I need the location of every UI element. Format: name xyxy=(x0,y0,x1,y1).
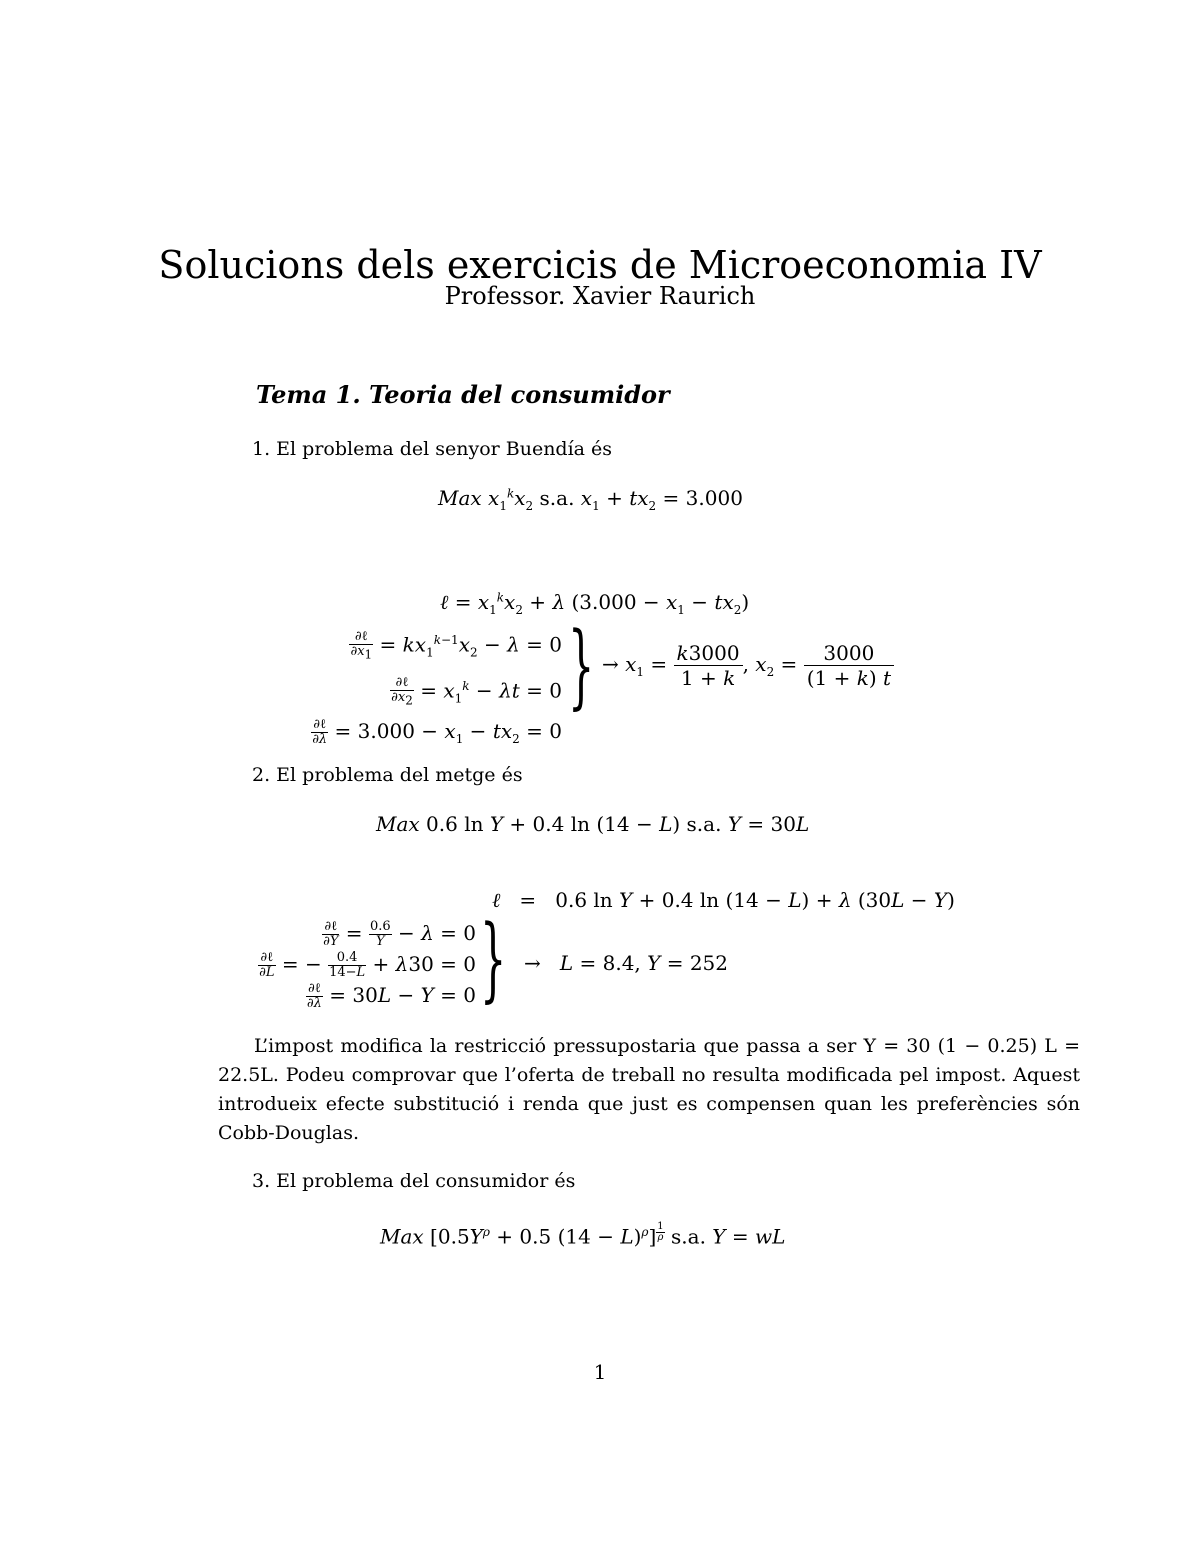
L-value: 8.4 xyxy=(602,951,635,975)
x2-numerator: 3000 xyxy=(804,641,894,666)
coefficient-a: 0.6 xyxy=(426,812,458,836)
exercise-1-foc xyxy=(300,624,562,756)
exercise-2-paragraph xyxy=(218,1032,1080,1148)
subject-to: s.a. xyxy=(686,812,722,836)
subject-to: s.a. xyxy=(671,1224,706,1249)
foc-row: ∂ℓ $\partial x_1$ = $kx_1^{k-1}x_2 - \lambda = 0$ xyxy=(350,629,562,662)
right-brace: } xyxy=(568,612,595,719)
foc-row: ∂ℓ $\partial x_2$ = $x_1^k - \lambda t = 0$ xyxy=(391,675,562,708)
zero-value: 0 xyxy=(549,678,562,703)
foc-row: ∂ℓ ∂Y = $\frac{0.6}{Y}$ − λ = 0 xyxy=(323,919,476,949)
foc-row: ∂ℓ ∂λ = $3.000 - x_1 - tx_2 = 0$ xyxy=(312,717,562,748)
exercise-1-intro: 1. El problema del senyor Buendía és xyxy=(252,438,613,460)
foc-row: ∂ℓ ∂L = − $\frac{0.4}{14-L}$ + λ30 = 0 xyxy=(259,950,476,980)
foc-constant: 3.000 xyxy=(357,719,415,744)
exercise-3-intro: 3. El problema del consumidor és xyxy=(252,1170,576,1192)
Y-value: 252 xyxy=(689,951,729,975)
exercise-2-problem: Max 0.6 ln Y + 0.4 ln (14 − L) s.a. Y = 30L xyxy=(376,812,810,836)
zero-value: 0 xyxy=(549,632,562,657)
hours-value: 14 xyxy=(565,1224,591,1249)
exercise-2-lagrangian: ℓ = 0.6 ln Y + 0.4 ln (14 − L) + λ (30L − Y) xyxy=(492,888,955,912)
coefficient: 0.5 xyxy=(437,1224,470,1249)
foc-row: ∂ℓ ∂λ = 30L − Y = 0 xyxy=(306,981,476,1011)
exercise-2-foc xyxy=(240,918,476,1011)
max-keyword: Max xyxy=(380,1224,424,1249)
document-author: Professor. Xavier Raurich xyxy=(444,282,756,310)
max-keyword: Max xyxy=(376,812,420,836)
max-keyword: Max xyxy=(438,486,482,510)
section-heading: Tema 1. Teoria del consumidor xyxy=(256,380,670,409)
document-title: Solucions dels exercicis de Microeconomia IV xyxy=(158,243,1042,287)
page-number: 1 xyxy=(593,1360,607,1384)
exercise-1-solution: → $x_1$ = $\frac{k3000}{1 + k}$ , $x_2$ = $\frac{3000}{(1 + k) t}$ xyxy=(602,641,894,690)
paragraph-text: L’impost modifica la restricció pressupostaria que passa a ser Y = 30 (1 − 0.25) L = 22.5L. Podeu comprovar que l’oferta de treball no resulta modificada pel impost. Aquest introdueix efecte substitució i renda que just es compensen quan les preferències són Cobb-Douglas. xyxy=(218,1035,1080,1144)
subject-to: s.a. xyxy=(539,486,575,510)
exercise-1-lagrangian: ℓ = $x_1^kx_2 + \lambda$ $(3.000 - x_1 - tx_2)$ xyxy=(440,590,750,617)
exercise-3-problem: Max [$0.5Y^\rho + 0.5$ $(14 - L)^\rho$] $^{\frac{1}{\rho}}$ s.a. Y = wL xyxy=(380,1221,786,1249)
hours-value: 14 xyxy=(604,812,630,836)
coefficient-b: 0.4 xyxy=(532,812,565,836)
right-brace: } xyxy=(480,905,507,1012)
exercise-2-solution: → L = 8.4, Y = 252 xyxy=(524,951,729,975)
exercise-2-intro: 2. El problema del metge és xyxy=(252,764,523,786)
budget-value: 3.000 xyxy=(685,486,743,510)
zero-value: 0 xyxy=(549,719,562,744)
exercise-1-problem: Max $x_1^kx_2$ s.a. $x_1 + tx_2 = 3.000$ xyxy=(438,486,743,513)
x1-numerator: 3000 xyxy=(688,641,740,665)
wage-value: 30 xyxy=(770,812,796,836)
